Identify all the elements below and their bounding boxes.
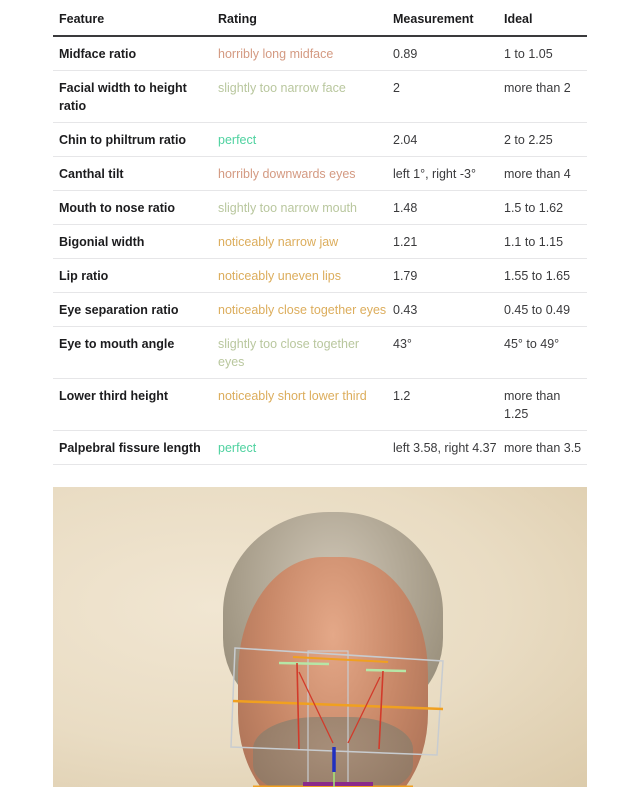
- rating-cell: noticeably close together eyes: [212, 293, 387, 327]
- ideal-cell: 2 to 2.25: [498, 123, 587, 157]
- table-header-row: [53, 0, 587, 36]
- table-row: [53, 71, 587, 123]
- table-row: [53, 293, 587, 327]
- feature-cell: Chin to philtrum ratio: [53, 123, 212, 157]
- ideal-cell: more than 3.5: [498, 431, 587, 465]
- facial-analysis-table-container: [53, 0, 587, 465]
- feature-cell: Midface ratio: [53, 36, 212, 71]
- horizontal-guide-cheek: [233, 701, 443, 709]
- measurement-cell: left 1°, right -3°: [387, 157, 498, 191]
- measurement-cell: 0.89: [387, 36, 498, 71]
- feature-cell: Canthal tilt: [53, 157, 212, 191]
- ideal-cell: more than 4: [498, 157, 587, 191]
- nose-frame-outline: [308, 651, 348, 787]
- table-row: [53, 225, 587, 259]
- face-analysis-photo: [53, 487, 587, 787]
- eye-line-right: [366, 670, 406, 671]
- table-row: [53, 36, 587, 71]
- rating-cell: perfect: [212, 123, 387, 157]
- table-row: [53, 327, 587, 379]
- measurement-cell: 1.48: [387, 191, 498, 225]
- ideal-cell: 1.55 to 1.65: [498, 259, 587, 293]
- rating-cell: slightly too close together eyes: [212, 327, 387, 379]
- horizontal-guide-eyes: [293, 657, 388, 662]
- ideal-cell: 1 to 1.05: [498, 36, 587, 71]
- facial-landmark-overlay: [53, 487, 587, 787]
- feature-cell: Facial width to height ratio: [53, 71, 212, 123]
- table-row: [53, 431, 587, 465]
- rating-cell: slightly too narrow face: [212, 71, 387, 123]
- rating-cell: slightly too narrow mouth: [212, 191, 387, 225]
- measurement-cell: 0.43: [387, 293, 498, 327]
- measurement-cell: 43°: [387, 327, 498, 379]
- angle-line-left-outer: [297, 663, 299, 749]
- feature-cell: Lip ratio: [53, 259, 212, 293]
- rating-cell: noticeably narrow jaw: [212, 225, 387, 259]
- table-row: [53, 379, 587, 431]
- measurement-cell: 1.2: [387, 379, 498, 431]
- measurement-cell: 2: [387, 71, 498, 123]
- feature-cell: Mouth to nose ratio: [53, 191, 212, 225]
- feature-cell: Lower third height: [53, 379, 212, 431]
- ideal-cell: 1.5 to 1.62: [498, 191, 587, 225]
- rating-cell: horribly downwards eyes: [212, 157, 387, 191]
- measurement-cell: 1.21: [387, 225, 498, 259]
- table-row: [53, 259, 587, 293]
- feature-cell: Palpebral fissure length: [53, 431, 212, 465]
- rating-cell: noticeably short lower third: [212, 379, 387, 431]
- measurement-cell: 2.04: [387, 123, 498, 157]
- header-rating: Rating: [212, 0, 387, 36]
- angle-line-left-inner: [299, 672, 333, 743]
- rating-cell: noticeably uneven lips: [212, 259, 387, 293]
- measurement-cell: 1.79: [387, 259, 498, 293]
- measurement-cell: left 3.58, right 4.37: [387, 431, 498, 465]
- feature-cell: Eye separation ratio: [53, 293, 212, 327]
- header-measurement: Measurement: [387, 0, 498, 36]
- header-ideal: Ideal: [498, 0, 587, 36]
- ideal-cell: 45° to 49°: [498, 327, 587, 379]
- table-row: [53, 123, 587, 157]
- feature-cell: Bigonial width: [53, 225, 212, 259]
- rating-cell: perfect: [212, 431, 387, 465]
- facial-analysis-table: [53, 0, 587, 465]
- table-row: [53, 157, 587, 191]
- ideal-cell: 0.45 to 0.49: [498, 293, 587, 327]
- feature-cell: Eye to mouth angle: [53, 327, 212, 379]
- ideal-cell: more than 1.25: [498, 379, 587, 431]
- ideal-cell: more than 2: [498, 71, 587, 123]
- angle-line-right-outer: [379, 671, 383, 749]
- ideal-cell: 1.1 to 1.15: [498, 225, 587, 259]
- header-feature: Feature: [53, 0, 212, 36]
- eye-line-left: [279, 663, 329, 664]
- angle-line-right-inner: [348, 677, 380, 743]
- table-row: [53, 191, 587, 225]
- rating-cell: horribly long midface: [212, 36, 387, 71]
